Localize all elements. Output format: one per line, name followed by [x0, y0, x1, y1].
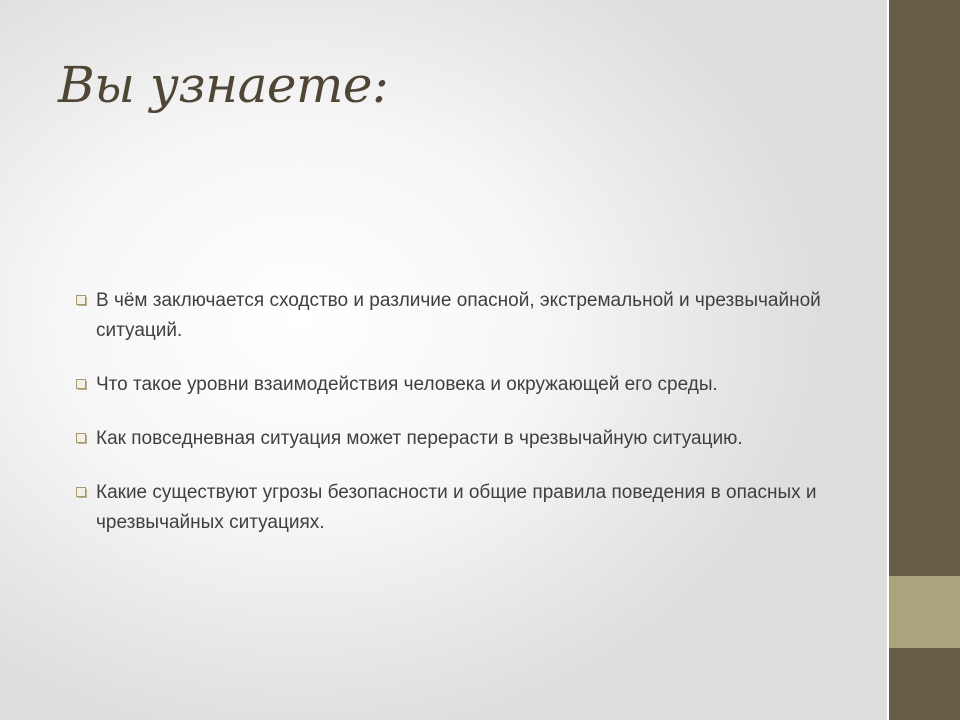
bullet-text: В чём заключается сходство и различие опасной, экстремальной и чрезвычайной ситуаций.: [96, 290, 821, 341]
bullet-text: Какие существуют угрозы безопасности и общие правила поведения в опасных и чрезвычайных ситуациях.: [96, 482, 817, 533]
bullet-item: [76, 478, 846, 538]
side-accent-block: [889, 576, 960, 648]
bullet-list: [76, 286, 846, 538]
bullet-item: [76, 286, 846, 346]
bullet-item: [76, 370, 846, 400]
square-bullet-icon: [76, 295, 88, 307]
bullet-item: [76, 424, 846, 454]
square-bullet-icon: [76, 487, 88, 499]
bullet-text: Как повседневная ситуация может перерасти в чрезвычайную ситуацию.: [96, 428, 743, 449]
slide-title: Вы узнаете:: [58, 56, 389, 114]
square-bullet-icon: [76, 433, 88, 445]
bullet-text: Что такое уровни взаимодействия человека и окружающей его среды.: [96, 374, 718, 395]
square-bullet-icon: [76, 379, 88, 391]
